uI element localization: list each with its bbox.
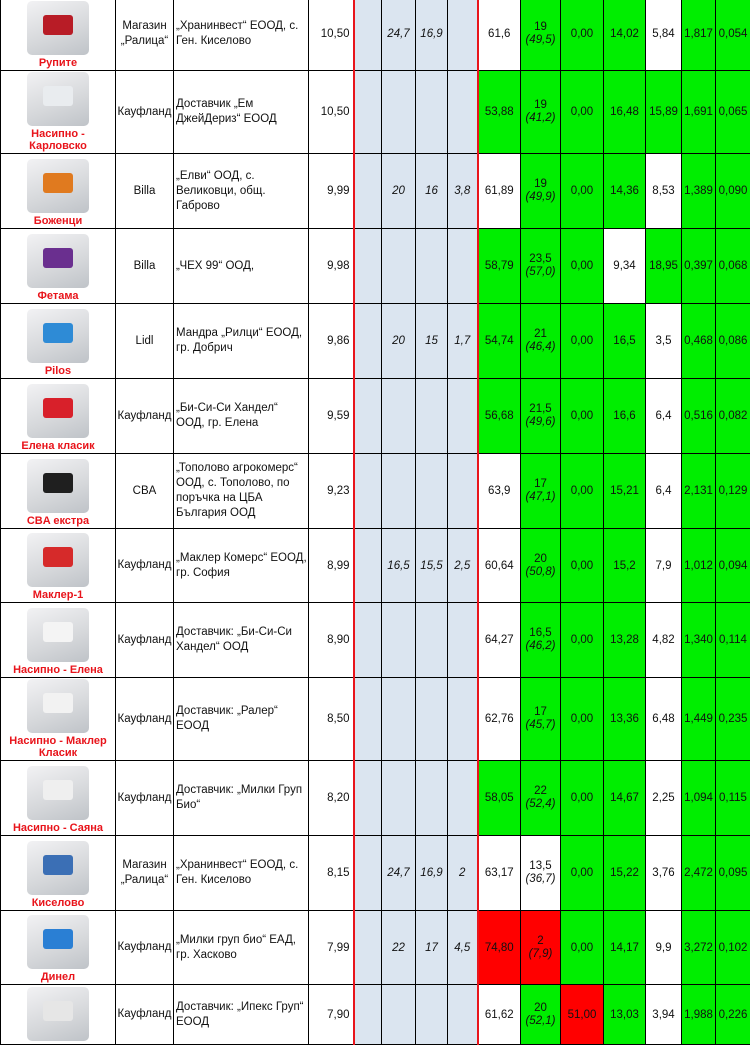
value-cell-2: 14,67 <box>604 761 646 836</box>
fat-dry-matter-value: (45,7) <box>525 719 556 731</box>
empty-cell <box>354 911 382 985</box>
supplier-cell: „Хранинвест“ ЕООД, с. Ген. Киселово <box>174 836 309 911</box>
store-cell: Кауфланд <box>116 761 174 836</box>
product-name: Елена класик <box>21 440 95 452</box>
cheese-package-icon <box>27 766 89 820</box>
declared-value-3 <box>448 761 478 836</box>
cheese-package-icon <box>27 309 89 363</box>
product-name: Насипно - Елена <box>13 664 103 676</box>
value-cell-4: 1,449 <box>682 678 716 761</box>
price-cell: 8,15 <box>309 836 354 911</box>
value-cell-5: 0,068 <box>716 229 750 304</box>
declared-value-3: 2,5 <box>448 529 478 603</box>
declared-value-2 <box>416 761 448 836</box>
declared-value-1 <box>382 229 416 304</box>
table-row <box>1 985 750 1045</box>
empty-cell <box>354 529 382 603</box>
table-row <box>1 0 750 71</box>
fat-value: 13,5 <box>529 860 552 872</box>
water-cell: 64,27 <box>478 603 521 678</box>
cheese-package-icon <box>27 533 89 587</box>
value-cell-3: 2,25 <box>646 761 682 836</box>
value-cell-4: 1,988 <box>682 985 716 1045</box>
price-cell: 9,23 <box>309 454 354 529</box>
declared-value-1: 20 <box>382 304 416 379</box>
value-cell-2: 14,02 <box>604 0 646 71</box>
value-cell-1: 0,00 <box>561 454 604 529</box>
product-cell <box>1 911 116 985</box>
water-cell: 61,6 <box>478 0 521 71</box>
fat-cell <box>521 761 561 836</box>
fat-dry-matter-value: (49,9) <box>525 191 556 203</box>
table-row <box>1 71 750 154</box>
value-cell-1: 0,00 <box>561 0 604 71</box>
fat-value: 20 <box>534 1001 547 1014</box>
water-cell: 63,9 <box>478 454 521 529</box>
price-cell: 7,99 <box>309 911 354 985</box>
water-cell: 60,64 <box>478 529 521 603</box>
cheese-package-icon <box>27 159 89 213</box>
supplier-cell: Доставчик: „Би-Си-Си Хандел“ ООД <box>174 603 309 678</box>
value-cell-2: 13,03 <box>604 985 646 1045</box>
price-cell: 10,50 <box>309 0 354 71</box>
declared-value-1: 20 <box>382 154 416 229</box>
fat-cell <box>521 911 561 985</box>
declared-value-2 <box>416 379 448 454</box>
value-cell-2: 15,2 <box>604 529 646 603</box>
water-cell: 56,68 <box>478 379 521 454</box>
water-cell: 58,05 <box>478 761 521 836</box>
value-cell-5: 0,082 <box>716 379 750 454</box>
fat-value: 19 <box>534 20 547 33</box>
declared-value-3 <box>448 229 478 304</box>
fat-cell <box>521 836 561 911</box>
fat-dry-matter-value: (41,2) <box>525 112 556 124</box>
supplier-cell: „Милки груп био“ ЕАД, гр. Хасково <box>174 911 309 985</box>
fat-cell <box>521 0 561 71</box>
water-cell: 63,17 <box>478 836 521 911</box>
declared-value-3 <box>448 678 478 761</box>
value-cell-5: 0,102 <box>716 911 750 985</box>
value-cell-1: 0,00 <box>561 379 604 454</box>
fat-value: 21,5 <box>529 403 552 415</box>
table-row <box>1 229 750 304</box>
empty-cell <box>354 836 382 911</box>
product-name: Насипно - Маклер Класик <box>9 735 107 759</box>
value-cell-1: 0,00 <box>561 911 604 985</box>
value-cell-4: 2,131 <box>682 454 716 529</box>
value-cell-2: 16,6 <box>604 379 646 454</box>
fat-dry-matter-value: (46,2) <box>525 640 556 652</box>
empty-cell <box>354 379 382 454</box>
supplier-cell: Мандра „Рилци“ ЕООД, гр. Добрич <box>174 304 309 379</box>
price-cell: 8,99 <box>309 529 354 603</box>
cheese-package-icon <box>27 459 89 513</box>
fat-cell <box>521 985 561 1045</box>
price-cell: 9,99 <box>309 154 354 229</box>
supplier-cell: „Елви“ ООД, с. Великовци, общ. Габрово <box>174 154 309 229</box>
value-cell-2: 16,48 <box>604 71 646 154</box>
declared-value-1 <box>382 71 416 154</box>
declared-value-1 <box>382 985 416 1045</box>
empty-cell <box>354 603 382 678</box>
value-cell-5: 0,114 <box>716 603 750 678</box>
declared-value-2 <box>416 678 448 761</box>
empty-cell <box>354 71 382 154</box>
value-cell-2: 16,5 <box>604 304 646 379</box>
value-cell-1: 0,00 <box>561 603 604 678</box>
supplier-cell: „Маклер Комерс“ ЕООД, гр. София <box>174 529 309 603</box>
store-cell: Billa <box>116 154 174 229</box>
value-cell-3: 3,94 <box>646 985 682 1045</box>
price-cell: 8,90 <box>309 603 354 678</box>
value-cell-3: 5,84 <box>646 0 682 71</box>
empty-cell <box>354 154 382 229</box>
declared-value-2: 15,5 <box>416 529 448 603</box>
value-cell-4: 3,272 <box>682 911 716 985</box>
fat-value: 19 <box>534 99 547 111</box>
fat-dry-matter-value: (7,9) <box>528 947 553 960</box>
empty-cell <box>354 678 382 761</box>
cheese-package-icon <box>27 608 89 662</box>
declared-value-2: 17 <box>416 911 448 985</box>
fat-cell <box>521 529 561 603</box>
declared-value-1: 16,5 <box>382 529 416 603</box>
store-cell: Магазин „Ралица“ <box>116 836 174 911</box>
product-cell <box>1 71 116 154</box>
fat-value: 22 <box>534 785 547 797</box>
fat-dry-matter-value: (46,4) <box>525 341 556 353</box>
product-cell <box>1 678 116 761</box>
declared-value-1: 22 <box>382 911 416 985</box>
declared-value-3 <box>448 985 478 1045</box>
declared-value-3 <box>448 379 478 454</box>
fat-value: 23,5 <box>529 253 552 265</box>
value-cell-4: 2,472 <box>682 836 716 911</box>
declared-value-2 <box>416 229 448 304</box>
product-cell <box>1 379 116 454</box>
product-name: Боженци <box>33 215 83 227</box>
price-cell: 8,20 <box>309 761 354 836</box>
fat-dry-matter-value: (49,5) <box>525 33 556 46</box>
supplier-cell: „Би-Си-Си Хандел“ ООД, гр. Елена <box>174 379 309 454</box>
cheese-package-icon <box>27 1 89 55</box>
product-name: Динел <box>40 971 76 983</box>
table-row <box>1 911 750 985</box>
value-cell-4: 1,012 <box>682 529 716 603</box>
fat-cell <box>521 229 561 304</box>
supplier-cell: „Хранинвест“ ЕООД, с. Ген. Киселово <box>174 0 309 71</box>
price-cell: 8,50 <box>309 678 354 761</box>
value-cell-4: 1,340 <box>682 603 716 678</box>
value-cell-4: 1,691 <box>682 71 716 154</box>
value-cell-4: 1,389 <box>682 154 716 229</box>
declared-value-1 <box>382 454 416 529</box>
value-cell-1: 0,00 <box>561 678 604 761</box>
table-row <box>1 304 750 379</box>
price-cell: 10,50 <box>309 71 354 154</box>
product-cell <box>1 529 116 603</box>
declared-value-2 <box>416 71 448 154</box>
store-cell: Кауфланд <box>116 911 174 985</box>
product-cell <box>1 0 116 71</box>
water-cell: 58,79 <box>478 229 521 304</box>
declared-value-2: 15 <box>416 304 448 379</box>
declared-value-3 <box>448 603 478 678</box>
value-cell-2: 9,34 <box>604 229 646 304</box>
table-row <box>1 678 750 761</box>
declared-value-2 <box>416 603 448 678</box>
cheese-package-icon <box>27 987 89 1041</box>
product-name: Насипно - Карловско <box>29 128 87 152</box>
fat-dry-matter-value: (52,1) <box>525 1014 556 1027</box>
value-cell-3: 6,4 <box>646 454 682 529</box>
water-cell: 61,89 <box>478 154 521 229</box>
water-cell: 74,80 <box>478 911 521 985</box>
store-cell: Кауфланд <box>116 529 174 603</box>
value-cell-5: 0,090 <box>716 154 750 229</box>
product-cell <box>1 454 116 529</box>
cheese-package-icon <box>27 841 89 895</box>
value-cell-5: 0,129 <box>716 454 750 529</box>
value-cell-3: 4,82 <box>646 603 682 678</box>
product-cell <box>1 985 116 1045</box>
fat-value: 19 <box>534 178 547 190</box>
store-cell: Кауфланд <box>116 985 174 1045</box>
value-cell-1: 0,00 <box>561 229 604 304</box>
value-cell-1: 0,00 <box>561 304 604 379</box>
value-cell-3: 3,5 <box>646 304 682 379</box>
product-cell <box>1 229 116 304</box>
fat-cell <box>521 379 561 454</box>
declared-value-2: 16,9 <box>416 0 448 71</box>
declared-value-3 <box>448 0 478 71</box>
value-cell-3: 9,9 <box>646 911 682 985</box>
fat-dry-matter-value: (50,8) <box>525 565 556 578</box>
value-cell-5: 0,235 <box>716 678 750 761</box>
value-cell-3: 7,9 <box>646 529 682 603</box>
declared-value-1: 24,7 <box>382 836 416 911</box>
product-name: Киселово <box>31 897 85 909</box>
store-cell: Магазин „Ралица“ <box>116 0 174 71</box>
declared-value-3 <box>448 71 478 154</box>
product-name: Насипно - Саяна <box>12 822 104 834</box>
declared-value-1 <box>382 678 416 761</box>
product-cell <box>1 304 116 379</box>
supplier-cell: Доставчик: „Ралер“ ЕООД <box>174 678 309 761</box>
value-cell-2: 13,28 <box>604 603 646 678</box>
value-cell-2: 15,22 <box>604 836 646 911</box>
supplier-cell: „Тополово агрокомерс“ ООД, с. Тополово, по поръчка на ЦБА България ООД <box>174 454 309 529</box>
value-cell-3: 8,53 <box>646 154 682 229</box>
empty-cell <box>354 985 382 1045</box>
fat-dry-matter-value: (36,7) <box>525 873 556 885</box>
table-row <box>1 603 750 678</box>
declared-value-3: 1,7 <box>448 304 478 379</box>
product-cell <box>1 761 116 836</box>
fat-cell <box>521 454 561 529</box>
value-cell-3: 18,95 <box>646 229 682 304</box>
table-row <box>1 761 750 836</box>
value-cell-5: 0,095 <box>716 836 750 911</box>
declared-value-3 <box>448 454 478 529</box>
value-cell-3: 3,76 <box>646 836 682 911</box>
product-name: Pilos <box>44 365 72 377</box>
value-cell-4: 1,094 <box>682 761 716 836</box>
declared-value-2: 16 <box>416 154 448 229</box>
product-name <box>1 1041 115 1044</box>
water-cell: 62,76 <box>478 678 521 761</box>
store-cell: Кауфланд <box>116 379 174 454</box>
price-cell: 9,86 <box>309 304 354 379</box>
fat-dry-matter-value: (49,6) <box>525 416 556 428</box>
store-cell: Кауфланд <box>116 71 174 154</box>
cheese-package-icon <box>27 915 89 969</box>
value-cell-2: 13,36 <box>604 678 646 761</box>
value-cell-4: 1,817 <box>682 0 716 71</box>
water-cell: 61,62 <box>478 985 521 1045</box>
table-row <box>1 379 750 454</box>
fat-dry-matter-value: (57,0) <box>525 266 556 278</box>
fat-value: 2 <box>537 934 544 947</box>
table-row <box>1 454 750 529</box>
value-cell-5: 0,115 <box>716 761 750 836</box>
value-cell-2: 14,17 <box>604 911 646 985</box>
value-cell-4: 0,397 <box>682 229 716 304</box>
table-row <box>1 529 750 603</box>
fat-dry-matter-value: (47,1) <box>525 491 556 503</box>
fat-cell <box>521 603 561 678</box>
product-cell <box>1 603 116 678</box>
fat-value: 17 <box>534 478 547 490</box>
value-cell-1: 0,00 <box>561 529 604 603</box>
fat-cell <box>521 154 561 229</box>
value-cell-5: 0,065 <box>716 71 750 154</box>
cheese-package-icon <box>27 234 89 288</box>
empty-cell <box>354 761 382 836</box>
value-cell-1: 0,00 <box>561 71 604 154</box>
value-cell-1: 51,00 <box>561 985 604 1045</box>
price-cell: 9,98 <box>309 229 354 304</box>
declared-value-3: 3,8 <box>448 154 478 229</box>
product-cell <box>1 154 116 229</box>
store-cell: Lidl <box>116 304 174 379</box>
store-cell: Кауфланд <box>116 678 174 761</box>
declared-value-3: 2 <box>448 836 478 911</box>
declared-value-2 <box>416 454 448 529</box>
product-name: Рупите <box>38 57 78 69</box>
value-cell-4: 0,468 <box>682 304 716 379</box>
fat-value: 16,5 <box>529 627 552 639</box>
value-cell-5: 0,094 <box>716 529 750 603</box>
cheese-package-icon <box>27 384 89 438</box>
declared-value-1 <box>382 603 416 678</box>
store-cell: Billa <box>116 229 174 304</box>
value-cell-5: 0,226 <box>716 985 750 1045</box>
price-cell: 7,90 <box>309 985 354 1045</box>
declared-value-2 <box>416 985 448 1045</box>
empty-cell <box>354 229 382 304</box>
declared-value-1: 24,7 <box>382 0 416 71</box>
product-name: Фетама <box>37 290 79 302</box>
product-name: Маклер-1 <box>32 589 84 601</box>
fat-dry-matter-value: (52,4) <box>525 798 556 810</box>
fat-value: 21 <box>534 328 547 340</box>
supplier-cell: „ЧЕХ 99“ ООД, <box>174 229 309 304</box>
value-cell-1: 0,00 <box>561 836 604 911</box>
declared-value-1 <box>382 761 416 836</box>
declared-value-2: 16,9 <box>416 836 448 911</box>
value-cell-5: 0,054 <box>716 0 750 71</box>
product-cell <box>1 836 116 911</box>
value-cell-3: 15,89 <box>646 71 682 154</box>
cheese-package-icon <box>27 679 89 733</box>
value-cell-4: 0,516 <box>682 379 716 454</box>
value-cell-1: 0,00 <box>561 761 604 836</box>
store-cell: CBA <box>116 454 174 529</box>
price-cell: 9,59 <box>309 379 354 454</box>
fat-cell <box>521 71 561 154</box>
value-cell-1: 0,00 <box>561 154 604 229</box>
value-cell-2: 15,21 <box>604 454 646 529</box>
fat-cell <box>521 678 561 761</box>
declared-value-1 <box>382 379 416 454</box>
fat-value: 20 <box>534 552 547 565</box>
cheese-package-icon <box>27 72 89 126</box>
empty-cell <box>354 0 382 71</box>
value-cell-3: 6,4 <box>646 379 682 454</box>
table-row <box>1 154 750 229</box>
water-cell: 53,88 <box>478 71 521 154</box>
supplier-cell: Доставчик: „Ипекс Груп“ ЕООД <box>174 985 309 1045</box>
supplier-cell: Доставчик: „Милки Груп Био“ <box>174 761 309 836</box>
value-cell-3: 6,48 <box>646 678 682 761</box>
store-cell: Кауфланд <box>116 603 174 678</box>
empty-cell <box>354 454 382 529</box>
fat-value: 17 <box>534 706 547 718</box>
value-cell-2: 14,36 <box>604 154 646 229</box>
declared-value-3: 4,5 <box>448 911 478 985</box>
table-row <box>1 836 750 911</box>
supplier-cell: Доставчик „Ем ДжейДериз“ ЕООД <box>174 71 309 154</box>
fat-cell <box>521 304 561 379</box>
value-cell-5: 0,086 <box>716 304 750 379</box>
water-cell: 54,74 <box>478 304 521 379</box>
empty-cell <box>354 304 382 379</box>
product-name: CBA екстра <box>26 515 90 527</box>
